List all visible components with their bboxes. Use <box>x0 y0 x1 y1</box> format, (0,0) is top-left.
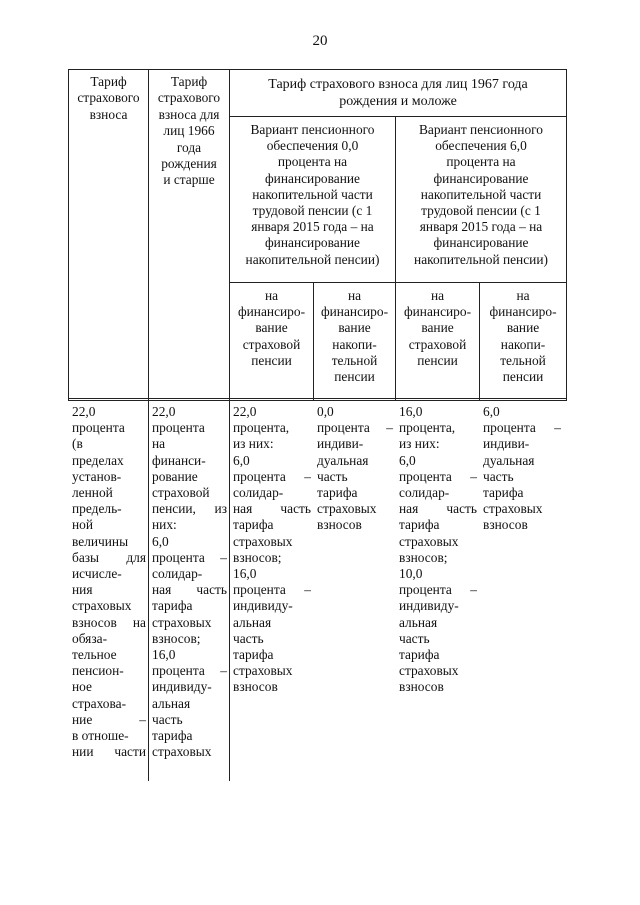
header-sub-funded-1 <box>314 288 395 385</box>
body-line: процента <box>72 420 125 436</box>
header-sub-funded-2 <box>480 288 566 385</box>
body-line: 6,0 <box>233 452 250 468</box>
body-line: ная часть <box>233 501 311 517</box>
body-line: 22,0 <box>233 404 257 419</box>
body-line: тельное <box>72 647 117 663</box>
body-line: процента – <box>152 549 227 565</box>
body-line: страховых <box>152 614 212 630</box>
header-sub-insurance-2 <box>396 288 479 369</box>
header-sub-insurance-1 <box>230 288 313 369</box>
body-line: альная <box>233 614 272 630</box>
body-line: страховых <box>399 533 459 549</box>
header-tariff-1967 <box>230 76 566 110</box>
body-line: процента – <box>317 420 393 436</box>
body-line: 16,0 <box>233 566 257 582</box>
body-line: пределах <box>72 452 124 468</box>
body-line: процента – <box>483 420 561 436</box>
body-line: тарифа <box>233 517 274 533</box>
page-number: 20 <box>312 33 328 49</box>
body-col-variant6-funded <box>483 404 561 534</box>
body-line: страховых <box>152 744 212 760</box>
body-line: нии части <box>72 744 146 760</box>
body-line: обяза- <box>72 630 108 646</box>
header-tariff-1967-text: Тариф страхового взноса для лиц 1967 года рождения и моложе <box>268 77 528 109</box>
body-line: в отноше- <box>72 728 129 744</box>
body-col-variant0-funded <box>317 404 393 534</box>
body-line: из них: <box>399 436 440 452</box>
body-line: дуальная <box>483 452 535 468</box>
body-line: процента – <box>399 582 477 598</box>
body-line: тарифа <box>317 485 358 501</box>
body-line: страхова- <box>72 695 127 711</box>
header-variant-6-text: Вариант пенсионного обеспечения 6,0 процента на финансирование накопительной части трудовой пенсии (с 1 января 2015 года – на финансирование накопительной пенсии) <box>414 122 548 267</box>
body-line: страховых <box>72 598 132 614</box>
body-line: пенсии, из <box>152 501 227 517</box>
body-line: страховых <box>399 663 459 679</box>
body-line: 0,0 <box>317 404 334 419</box>
body-line: страховых <box>483 501 543 517</box>
body-line: взносов; <box>233 549 282 565</box>
body-line: 16,0 <box>152 647 176 663</box>
body-line: взносов <box>399 679 444 695</box>
body-line: ние – <box>72 711 146 727</box>
body-line: взносов; <box>399 549 448 565</box>
body-line: индиви- <box>483 436 530 452</box>
body-line: ной <box>72 517 94 533</box>
header-tariff <box>69 74 148 123</box>
body-line: тарифа <box>152 598 193 614</box>
header-variant-0 <box>230 122 395 268</box>
body-line: ленной <box>72 485 113 501</box>
body-line: процента – <box>152 663 227 679</box>
body-line: взносов <box>317 517 362 533</box>
body-line: процента – <box>399 468 477 484</box>
body-line: 6,0 <box>399 452 416 468</box>
header-tariff-1966-text: Тариф страхового взноса для лиц 1966 года рождения и старше <box>157 74 221 188</box>
body-line: солидар- <box>399 485 450 501</box>
body-line: тарифа <box>483 485 524 501</box>
body-line: процента – <box>233 468 311 484</box>
body-line: альная <box>152 695 191 711</box>
body-line: страховой <box>152 485 210 501</box>
body-line: 22,0 <box>72 404 96 419</box>
body-line: тарифа <box>399 647 440 663</box>
body-col-tariff <box>72 404 146 760</box>
body-line: тарифа <box>233 647 274 663</box>
body-line: взносов <box>233 679 278 695</box>
body-line: предель- <box>72 501 122 517</box>
body-line: индивиду- <box>399 598 459 614</box>
body-line: индивиду- <box>152 679 212 695</box>
body-line: 6,0 <box>152 533 169 549</box>
body-line: альная <box>399 614 438 630</box>
body-line: ная часть <box>399 501 477 517</box>
body-col-1966 <box>152 404 227 760</box>
body-line: процента <box>152 420 205 436</box>
body-line: величины <box>72 533 129 549</box>
body-line: ная часть <box>152 582 227 598</box>
body-line: пенсион- <box>72 663 124 679</box>
body-line: из них: <box>233 436 274 452</box>
body-line: взносов <box>483 517 528 533</box>
body-line: часть <box>317 468 348 484</box>
header-sub-funded-2-text: на финансиро- вание накопи- тельной пенсии <box>489 288 557 385</box>
body-line: 6,0 <box>483 404 500 419</box>
body-line: часть <box>152 711 183 727</box>
header-tariff-text: Тариф страхового взноса <box>77 74 140 122</box>
header-variant-0-text: Вариант пенсионного обеспечения 0,0 процента на финансирование накопительной части трудовой пенсии (с 1 января 2015 года – на финансирование накопительной пенсии) <box>245 122 380 267</box>
header-sub-insurance-2-text: на финансиро- вание страховой пенсии <box>403 288 472 368</box>
body-line: (в <box>72 436 83 452</box>
body-line: часть <box>233 630 264 646</box>
body-line: взносов на <box>72 614 146 630</box>
body-line: рование <box>152 468 198 484</box>
body-line: индивиду- <box>233 598 293 614</box>
body-line: ное <box>72 679 92 695</box>
body-line: тарифа <box>399 517 440 533</box>
body-line: процента – <box>233 582 311 598</box>
body-line: процента, <box>399 420 456 436</box>
header-variant-6 <box>396 122 566 268</box>
body-line: базы для <box>72 549 146 565</box>
body-line: 10,0 <box>399 566 423 582</box>
body-line: солидар- <box>152 566 203 582</box>
body-line: 22,0 <box>152 404 176 419</box>
body-line: ния <box>72 582 93 598</box>
header-tariff-1966 <box>149 74 229 189</box>
body-line: на <box>152 436 166 452</box>
header-sub-insurance-1-text: на финансиро- вание страховой пенсии <box>237 288 306 368</box>
body-line: солидар- <box>233 485 284 501</box>
body-line: 16,0 <box>399 404 423 419</box>
header-sub-funded-1-text: на финансиро- вание накопи- тельной пенсии <box>320 288 389 385</box>
body-line: часть <box>483 468 514 484</box>
body-line: тарифа <box>152 728 193 744</box>
body-line: часть <box>399 630 430 646</box>
body-line: исчисле- <box>72 566 122 582</box>
body-line: финанси- <box>152 452 206 468</box>
body-line: страховых <box>317 501 377 517</box>
body-line: них: <box>152 517 177 533</box>
body-line: взносов; <box>152 630 201 646</box>
body-line: индиви- <box>317 436 364 452</box>
body-line: страховых <box>233 533 293 549</box>
body-line: дуальная <box>317 452 369 468</box>
body-line: страховых <box>233 663 293 679</box>
body-col-variant0-insurance <box>233 404 311 696</box>
body-line: установ- <box>72 468 122 484</box>
body-line: процента, <box>233 420 290 436</box>
body-col-variant6-insurance <box>399 404 477 696</box>
